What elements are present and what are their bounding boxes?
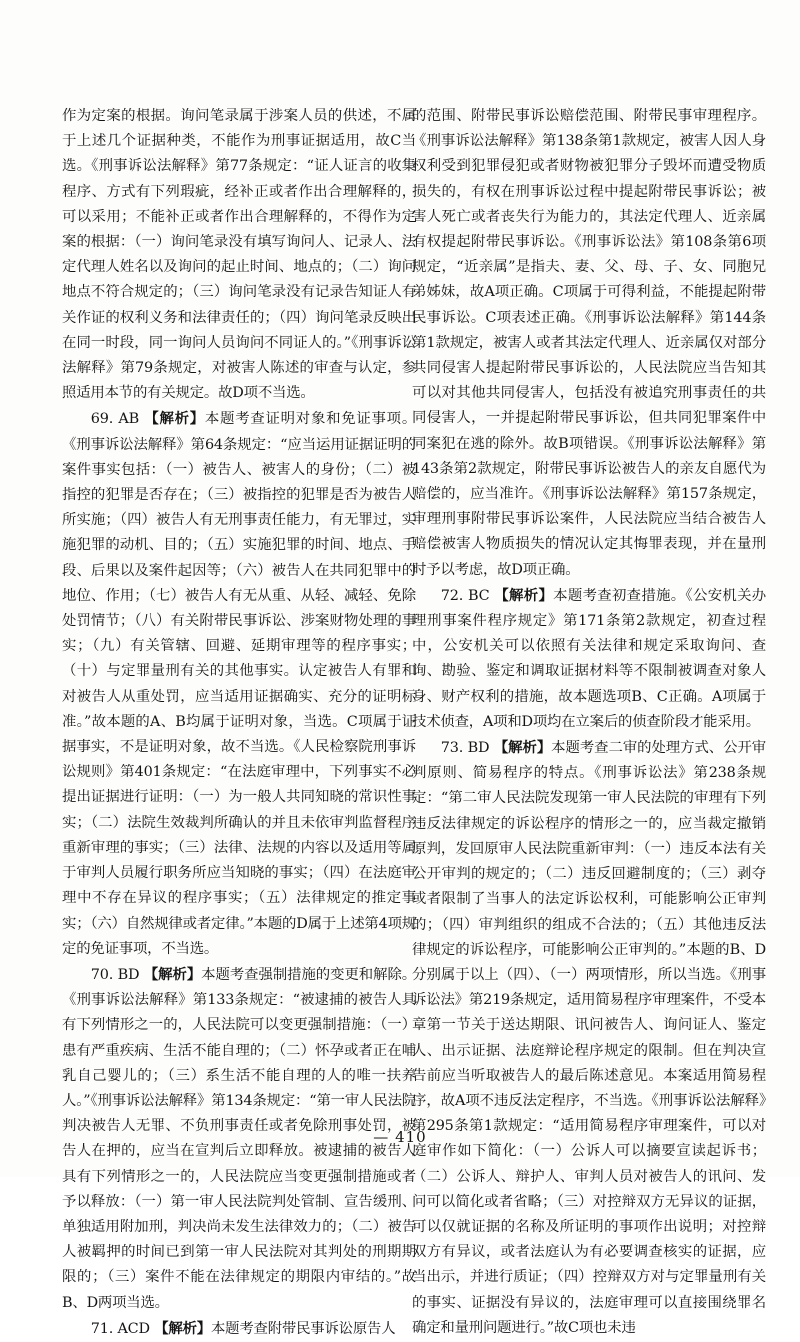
answer-number: 73. BD [440,740,490,757]
answer-paragraph [62,406,416,961]
answer-number: 72. BC [440,587,490,604]
analysis-text: 本题考查附带民事诉讼原告人 [210,1320,396,1337]
paragraph-continued [62,104,416,406]
analysis-tag: 【解析】 [154,1319,211,1337]
page-number: — 410 [373,1128,427,1146]
analysis-text: 本题考查证明对象和免证事项。《刑事诉讼法解释》第64条规定：“应当运用证据证明的案件事实包括：（一）被告人、被害人的身份；（二）被指控的犯罪是否存在；（三）被指控的犯罪是否为被告人所实施；（四）被告人有无刑事责任能力，有无罪过，实施犯罪的动机、目的；（五）实施犯罪的时间、地点、手段、后果以及案件起因等；（六）被告人在共同犯罪中的地位、作用；（七）被告人有无从重、从轻、减轻、免除处罚情节；（八）有关附带民事诉讼、涉案财物处理的事实；（九）有关管辖、回避、延期审理等的程序事实；（十）与定罪量刑有关的其他事实。认定被告人有罪和对被告人从重处罚，应当适用证据确实、充分的证明标准。”故本题的A、B均属于证明对象，当选。C项属于证据事实，不是证明对象，故不当选。《人民检察院刑事诉讼规则》第401条规定：“在法庭审理中，下列事实不必提出证据进行证明：（一）为一般人共同知晓的常识性事实；（二）法院生效裁判所确认的并且未依审判监督程序重新审理的事实；（三）法律、法规的内容以及适用等属于审判人员履行职务所应当知晓的事实；（四）在法庭审理中不存在异议的程序事实；（五）法律规定的推定事实；（六）自然规律或者定律。”本题的D属于上述第4项规定的免证事项，不当选。 [62,411,417,957]
paragraph-text: 的范围、附带民事诉讼赔偿范围、附带民事审理程序。《刑事诉讼法解释》第138条第1款规定，被害人因人身权利受到犯罪侵犯或者财物被犯罪分子毁坏而遭受物质损失的，有权在刑事诉讼过程中提起附带民事诉讼；被害人死亡或者丧失行为能力的，其法定代理人、近亲属有权提起附带民事诉讼。《刑事诉讼法》第108条第6项规定，“近亲属”是指夫、妻、父、母、子、女、同胞兄弟姊妹，故A项正确。C项属于可得利益，不能提起附带民事诉讼。C项表述正确。《刑事诉讼法解释》第144条第1款规定，被害人或者其法定代理人、近亲属仅对部分共同侵害人提起附带民事诉讼的，人民法院应当告知其可以对其他共同侵害人，包括没有被追究刑事责任的共同侵害人，一并提起附带民事诉讼，但共同犯罪案件中同案犯在逃的除外。故B项错误。《刑事诉讼法解释》第143条第2款规定，附带民事诉讼被告人的亲友自愿代为赔偿的，应当准许。《刑事诉讼法解释》第157条规定，审理刑事附带民事诉讼案件，人民法院应当结合被告人赔偿被害人物质损失的情况认定其悔罪表现，并在量刑时予以考虑，故D项正确。 [412,108,766,578]
analysis-text: 本题考查强制措施的变更和解除。《刑事诉讼法解释》第133条规定：“被逮捕的被告人具有下列情形之一的，人民法院可以变更强制措施：（一）患有严重疾病、生活不能自理的；（二）怀孕或者正在哺乳自己婴儿的；（三）系生活不能自理的人的唯一扶养人。”《刑事诉讼法解释》第134条规定：“第一审人民法院判决被告人无罪、不负刑事责任或者免除刑事处罚，被告人在押的，应当在宣判后立即释放。被逮捕的被告人具有下列情形之一的，人民法院应当变更强制措施或者予以释放：（一）第一审人民法院判处管制、宣告缓刑、单独适用附加刑，判决尚未发生法律效力的；（二）被告人被羁押的时间已到第一审人民法院对其判处的刑期期限的；（三）案件不能在法律规定的期限内审结的。”故B、D两项当选。 [62,966,416,1311]
answer-paragraph [412,735,766,1341]
answer-number: 71. ACD [90,1320,150,1337]
left-column [62,104,416,1342]
answer-number: 69. AB [90,411,139,428]
analysis-tag: 【解析】 [493,739,552,757]
paragraph-continued [412,104,766,583]
paragraph-text: 作为定案的根据。询问笔录属于涉案人员的供述，不属于上述几个证据种类，不能作为刑事证据适用，故C当选。《刑事诉讼法解释》第77条规定：“证人证言的收集程序、方式有下列瑕疵，经补正或者作出合理解释的，可以采用；不能补正或者作出合理解释的，不得作为定案的根据：（一）询问笔录没有填写询问人、记录人、法定代理人姓名以及询问的起止时间、地点的；（二）询问地点不符合规定的；（三）询问笔录没有记录告知证人有关作证的权利义务和法律责任的；（四）询问笔录反映出在同一时段，同一询问人员询问不同证人的。”《刑事诉讼法解释》第79条规定，对被害人陈述的审查与认定，参照适用本节的有关规定。故D项不当选。 [62,108,416,402]
analysis-text: 本题考查二审的处理方式、公开审判原则、简易程序的特点。《刑事诉讼法》第238条规定：“第二审人民法院发现第一审人民法院的审理有下列违反法律规定的诉讼程序的情形之一的，应当裁定撤销原判，发回原审人民法院重新审判：（一）违反本法有关公开审判的规定的；（二）违反回避制度的；（三）剥夺或者限制了当事人的法定诉讼权利，可能影响公正审判的；（四）审判组织的组成不合法的；（五）其他违反法律规定的诉讼程序，可能影响公正审判的。”本题的B、D分别属于以上（四）、（一）两项情形，所以当选。《刑事诉讼法》第219条规定，适用简易程序审理案件，不受本章第一节关于送达期限、讯问被告人、询问证人、鉴定人、出示证据、法庭辩论程序规定的限制。但在判决宣告前应当听取被告人的最后陈述意见。本案适用简易程序，故A项不违反法定程序，不当选。《刑事诉讼法解释》第295条第1款规定：“适用简易程序审理案件，可以对庭审作如下简化：（一）公诉人可以摘要宣读起诉书；（二）公诉人、辩护人、审判人员对被告人的讯问、发问可以简化或者省略；（三）对控辩双方无异议的证据，可以仅就证据的名称及所证明的事项作出说明；对控辩双方有异议，或者法庭认为有必要调查核实的证据，应当出示，并进行质证；（四）控辩双方对与定罪量刑有关的事实、证据没有异议的，法庭审理可以直接围绕罪名确定和量刑问题进行。”故C项也未违 [412,740,766,1336]
analysis-tag: 【解析】 [144,410,205,428]
answer-paragraph [412,583,766,735]
answer-paragraph [62,1316,416,1342]
analysis-text: 本题考查初查措施。《公安机关办理刑事案件程序规定》第171条第2款规定，初查过程中，公安机关可以依照有关法律和规定采取询问、查询、勘验、鉴定和调取证据材料等不限制被调查对象人身、财产权利的措施，故本题选项B、C正确。A项属于技术侦查，A项和D项均在立案后的侦查阶段才能采用。 [412,587,767,730]
right-column [412,104,766,1341]
analysis-tag: 【解析】 [494,586,554,604]
answer-number: 70. BD [90,966,140,983]
analysis-tag: 【解析】 [143,965,202,983]
